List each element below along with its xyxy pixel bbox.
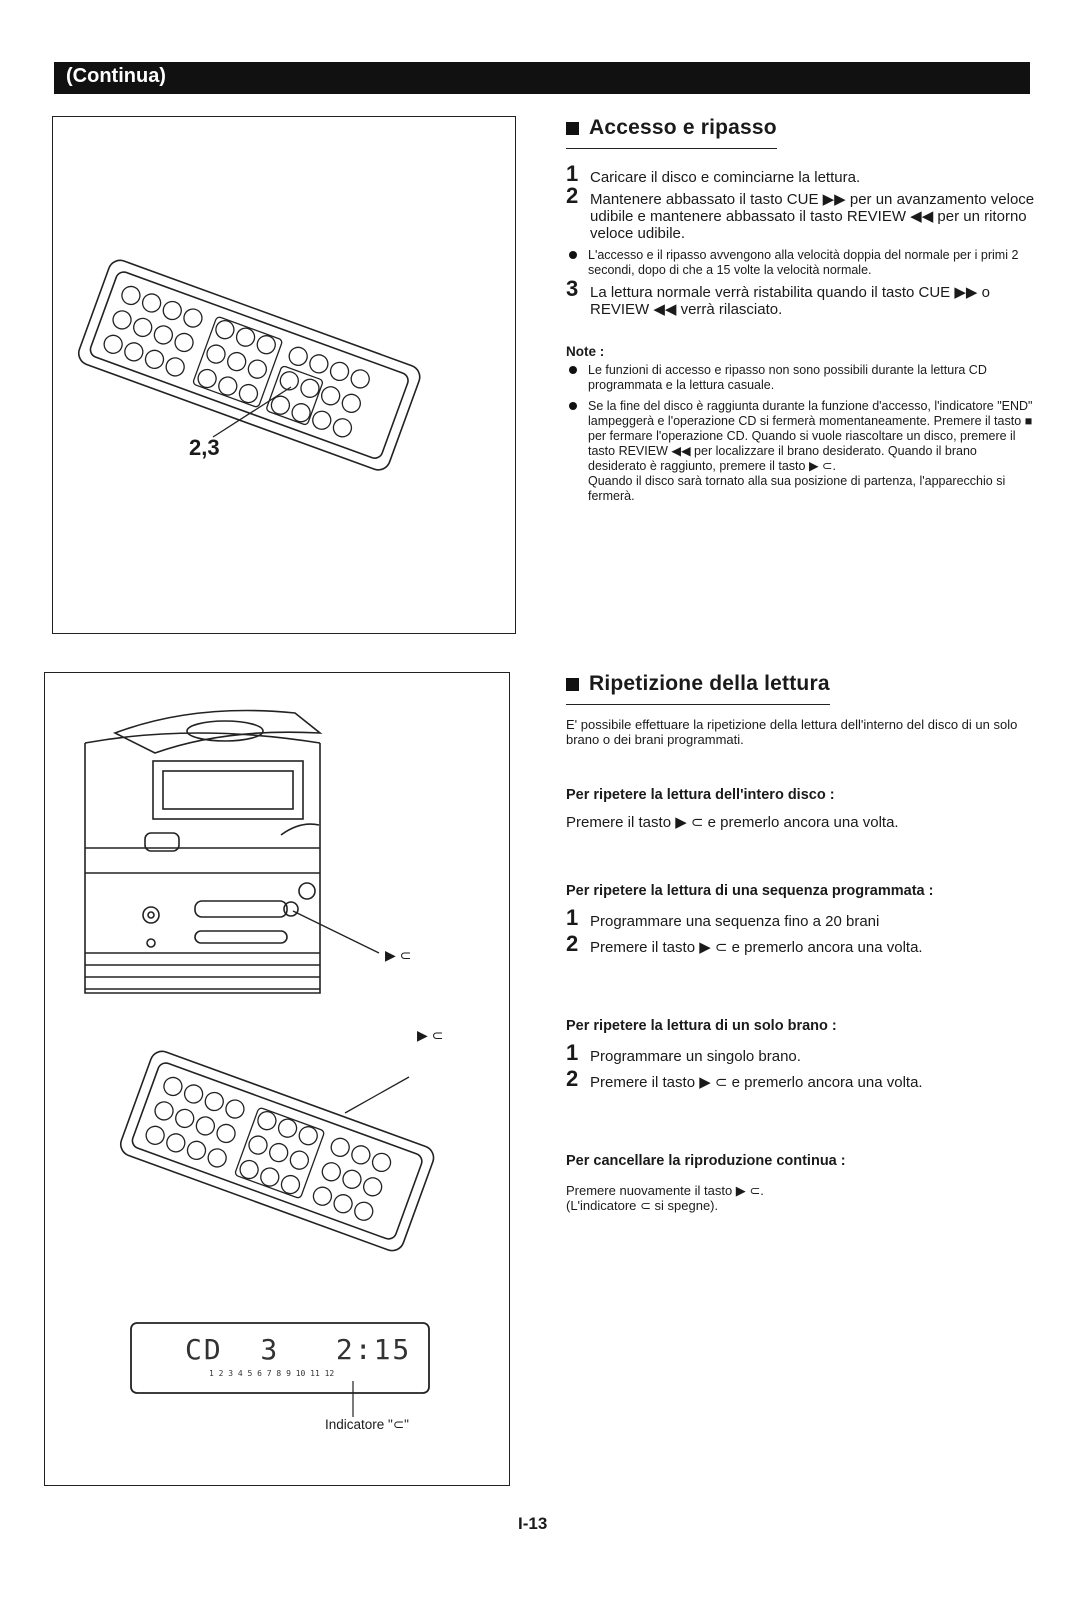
banner-title: (Continua) <box>66 65 166 87</box>
bullet-dot-icon <box>569 402 577 410</box>
bullet-dot-icon <box>569 251 577 259</box>
figure-panel-remote <box>52 116 516 634</box>
repeat-program-title: Per ripetere la lettura di una sequenza programmata : <box>566 883 934 899</box>
speed-bullet: L'accesso e il ripasso avvengono alla velocità doppia del normale per i primi 2 secondi, dopo di che a 15 volte la velocità normale. <box>566 248 1036 278</box>
bullet-dot-icon <box>569 366 577 374</box>
repeat-whole-disc-text: Premere il tasto ▶ ⊂ e premerlo ancora una volta. <box>566 814 899 831</box>
cancel-repeat-line-1: Premere nuovamente il tasto ▶ ⊂. <box>566 1183 764 1198</box>
continued-banner <box>54 62 1030 94</box>
repeat-whole-disc-title: Per ripetere la lettura dell'intero disco : <box>566 787 835 803</box>
repeat-button-label-remote: ▶ ⊂ <box>417 1027 444 1043</box>
figure-callout-label: 2,3 <box>189 435 220 460</box>
step-1: 1 Caricare il disco e cominciarne la lettura. <box>566 161 861 186</box>
single-step-2: 2 Premere il tasto ▶ ⊂ e premerlo ancora una volta. <box>566 1066 923 1091</box>
square-bullet-icon <box>566 678 579 691</box>
page-number: I-13 <box>518 1514 548 1533</box>
figure-panel-repeat <box>44 672 510 1486</box>
lcd-digits: CD 3 2:15 <box>185 1333 412 1366</box>
section-repeat <box>566 672 1036 1213</box>
section-access-review <box>566 116 1036 504</box>
step-2: 2 Mantenere abbassato il tasto CUE ▶▶ per un avanzamento veloce udibile e mantenere abbassato il tasto REVIEW ◀◀ per un ritorno veloce udibile. <box>566 183 1035 242</box>
lcd-track-segments: 1 2 3 4 5 6 7 8 9 10 11 12 <box>209 1369 335 1378</box>
square-bullet-icon <box>566 122 579 135</box>
program-step-1: 1 Programmare una sequenza fino a 20 brani <box>566 905 880 930</box>
section-title-repeat: Ripetizione della lettura <box>566 672 830 705</box>
single-step-1: 1 Programmare un singolo brano. <box>566 1040 801 1065</box>
note-2: Se la fine del disco è raggiunta durante la funzione d'accesso, l'indicatore "END" lampeggerà e l'operazione CD si fermerà momentaneamente. Premere il tasto ■ per fermare l'operazione CD. Quando si vuole riascoltare un disco, premere il tasto REVIEW ◀◀ per localizzare il brano desiderato. Quando il brano desiderato è raggiunto, premere il tasto ▶ ⊂. <box>566 399 1036 474</box>
step-3: 3 La lettura normale verrà ristabilita quando il tasto CUE ▶▶ o REVIEW ◀◀ verrà rilasciato. <box>566 276 990 318</box>
note-title: Note : <box>566 344 605 359</box>
cancel-repeat-line-2: (L'indicatore ⊂ si spegne). <box>566 1198 719 1213</box>
note-3: Quando il disco sarà tornato alla sua posizione di partenza, l'apparecchio si fermerà. <box>588 474 1006 503</box>
repeat-intro: E' possibile effettuare la ripetizione della lettura dell'interno del disco di un solo brano o dei brani programmati. <box>566 717 1018 747</box>
section-title-access: Accesso e ripasso <box>566 116 777 149</box>
note-1: Le funzioni di accesso e ripasso non sono possibili durante la lettura CD programmata e la lettura casuale. <box>566 363 1036 393</box>
cancel-repeat-title: Per cancellare la riproduzione continua : <box>566 1153 846 1169</box>
repeat-button-label: ▶ ⊂ <box>385 947 412 963</box>
remote-control-illustration <box>53 117 515 633</box>
indicator-caption: Indicatore "⊂" <box>325 1417 409 1432</box>
program-step-2: 2 Premere il tasto ▶ ⊂ e premerlo ancora una volta. <box>566 931 923 956</box>
repeat-single-title: Per ripetere la lettura di un solo brano : <box>566 1018 837 1034</box>
